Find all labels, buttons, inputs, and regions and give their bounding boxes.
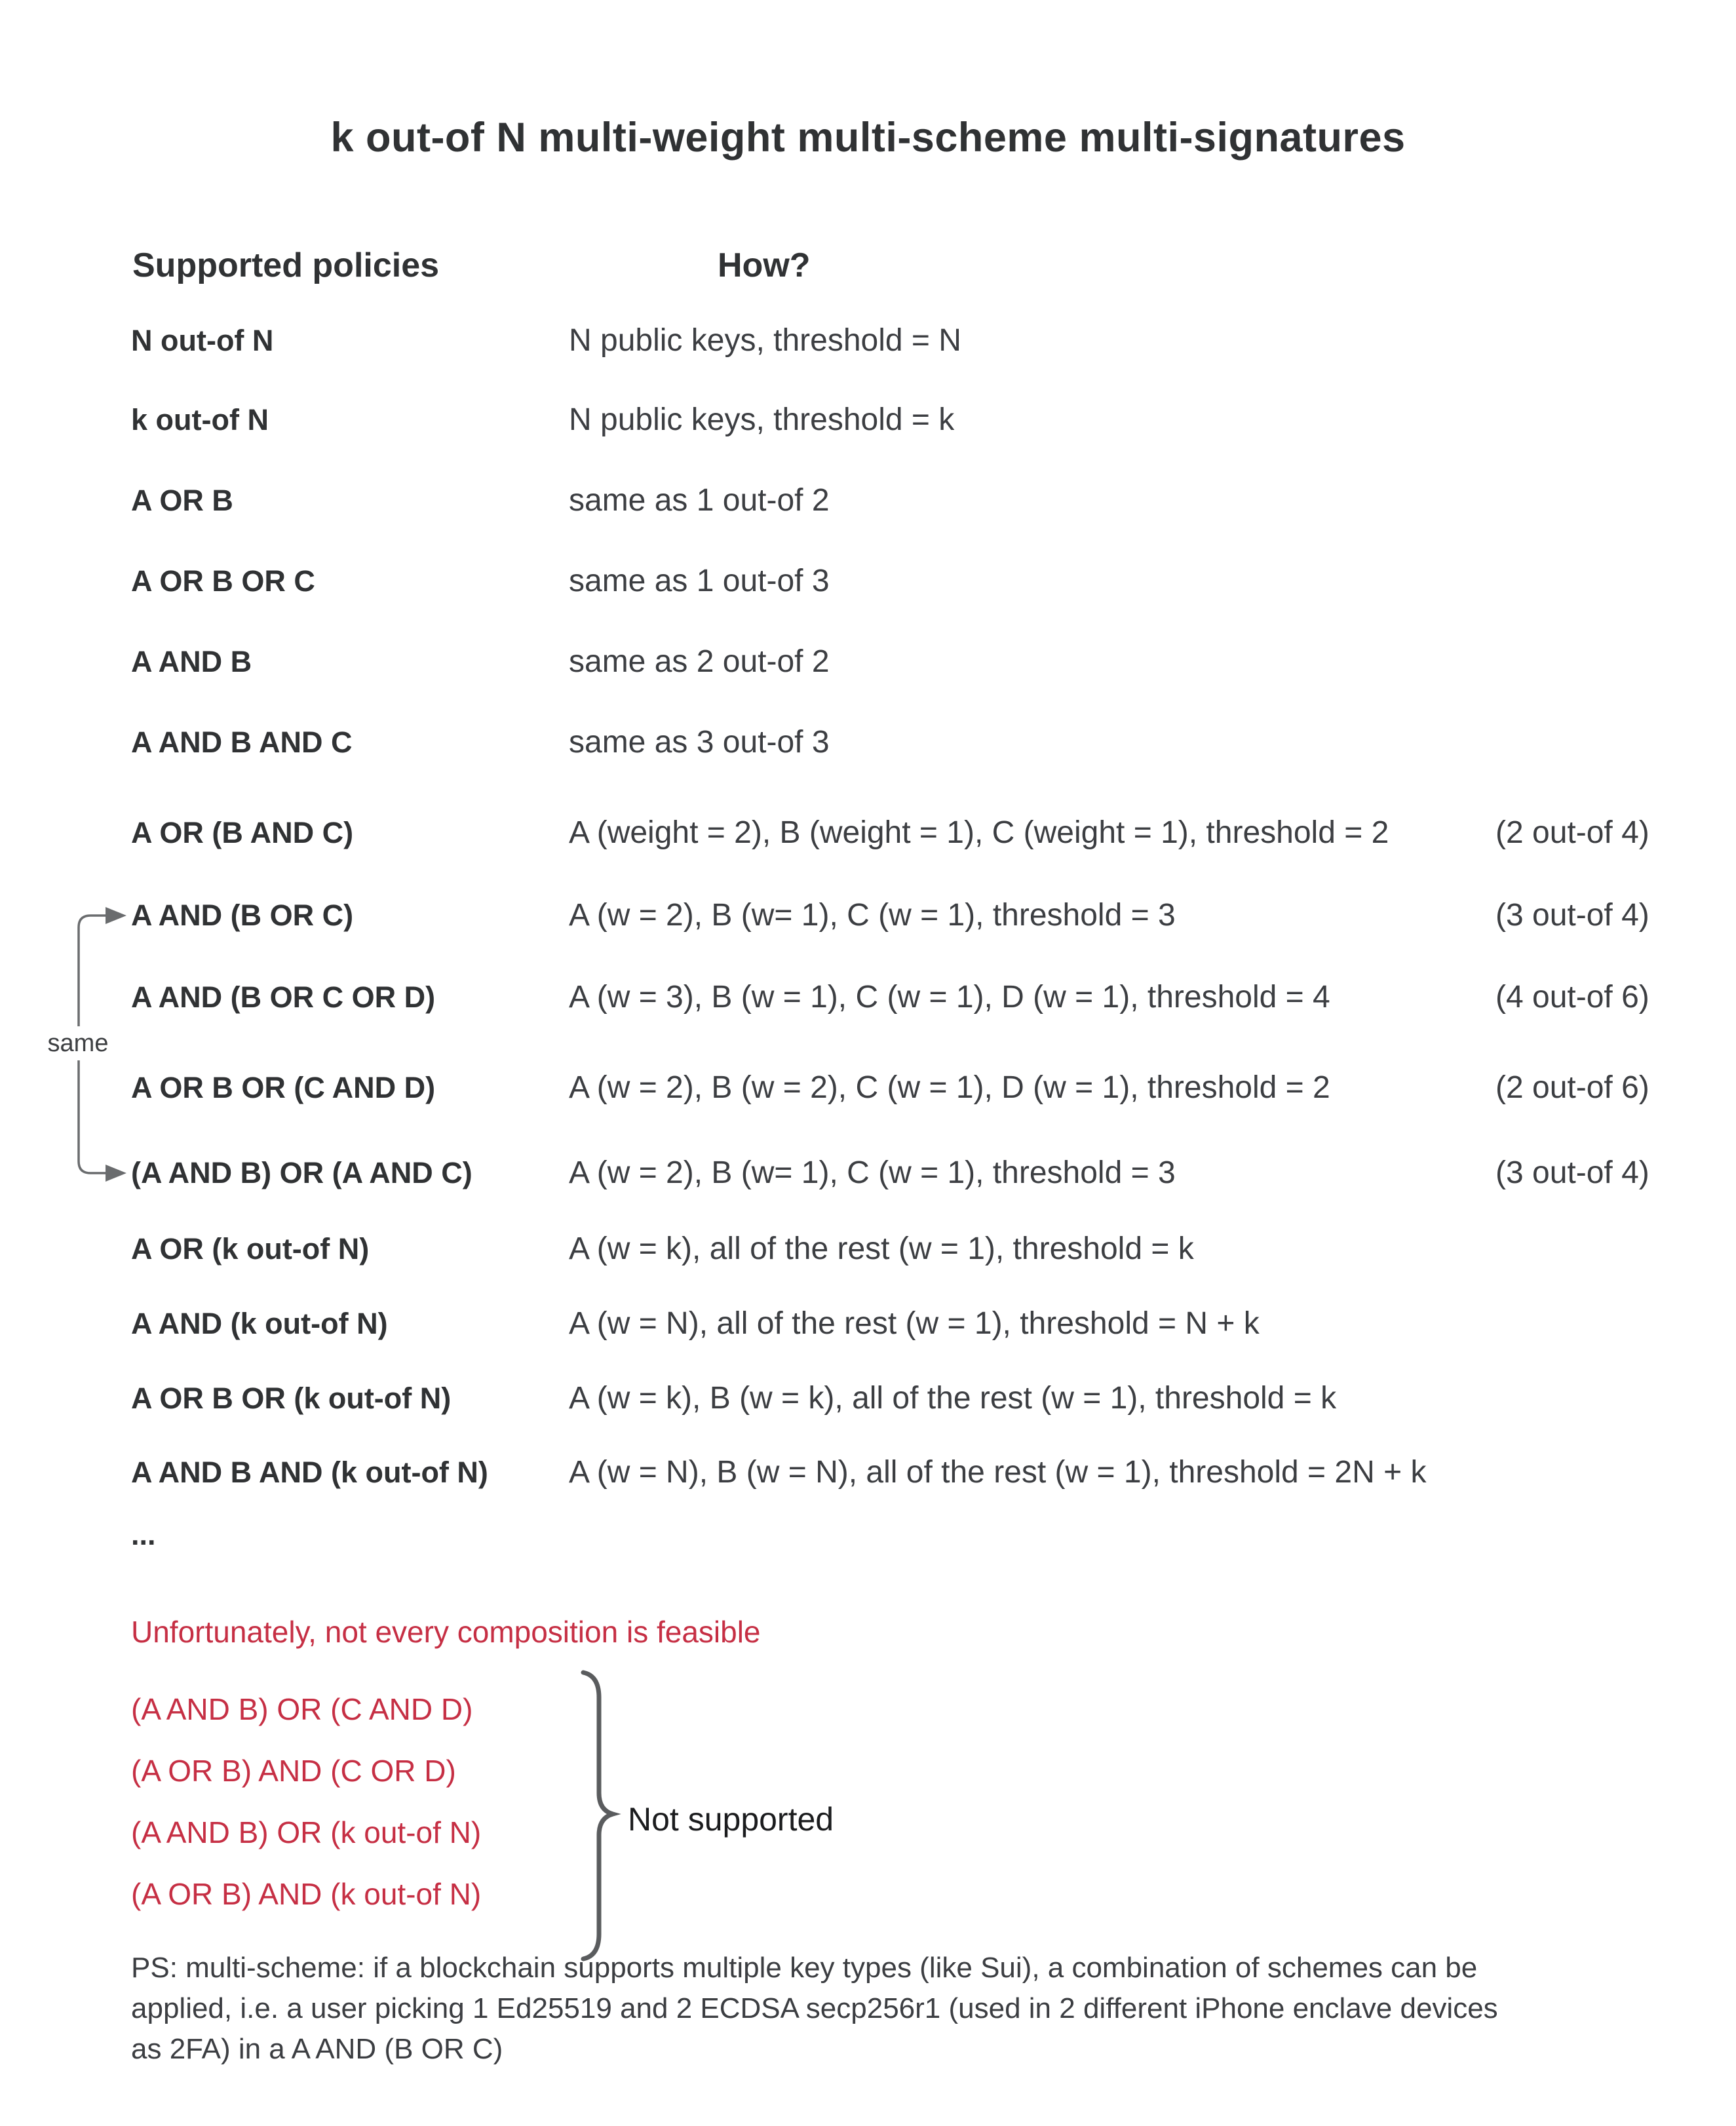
policy-cell: A AND B AND (k out-of N) [131, 1456, 488, 1489]
note-cell: (3 out-of 4) [1495, 1155, 1649, 1190]
policy-cell: A OR B OR C [131, 564, 315, 598]
how-cell: A (w = k), B (w = k), all of the rest (w = 1), threshold = k [569, 1381, 1337, 1416]
note-cell: (3 out-of 4) [1495, 898, 1649, 933]
how-cell: A (w = k), all of the rest (w = 1), threshold = k [569, 1231, 1194, 1266]
table-row [0, 1380, 1736, 1418]
ps-note-line: applied, i.e. a user picking 1 Ed25519 and 2 ECDSA secp256r1 (used in 2 different iPhone enclave devices [131, 1992, 1498, 2024]
policy-cell: A AND B [131, 645, 252, 678]
ps-note [131, 1948, 1498, 2070]
not-supported-label: Not supported [628, 1801, 834, 1838]
table-row [0, 1230, 1736, 1268]
policy-cell: A AND (B OR C OR D) [131, 980, 436, 1014]
how-cell: same as 3 out-of 3 [569, 725, 830, 760]
how-cell: A (weight = 2), B (weight = 1), C (weight = 1), threshold = 2 [569, 815, 1389, 850]
table-row [0, 724, 1736, 762]
table-row [0, 1069, 1736, 1107]
table-row [0, 1154, 1736, 1192]
not-feasible-item: (A AND B) OR (k out-of N) [131, 1815, 482, 1849]
note-cell: (2 out-of 6) [1495, 1070, 1649, 1105]
note-cell: (4 out-of 6) [1495, 980, 1649, 1015]
table-row-ellipsis [0, 1516, 1736, 1554]
same-label: same [45, 1026, 111, 1060]
policy-cell: k out-of N [131, 403, 269, 436]
ellipsis-text: ... [131, 1518, 156, 1551]
table-row [0, 1454, 1736, 1492]
table-row [0, 1305, 1736, 1343]
policy-cell: A OR B OR (k out-of N) [131, 1382, 452, 1415]
policy-cell: N out-of N [131, 324, 274, 357]
not-feasible-item: (A AND B) OR (C AND D) [131, 1692, 473, 1726]
column-header-how: How? [718, 246, 811, 284]
not-feasible-item: (A OR B) AND (C OR D) [131, 1754, 456, 1788]
policy-cell: (A AND B) OR (A AND C) [131, 1156, 473, 1189]
not-feasible-heading: Unfortunately, not every composition is feasible [131, 1615, 761, 1649]
policy-cell: A AND (B OR C) [131, 899, 354, 932]
ps-note-line: as 2FA) in a A AND (B OR C) [131, 2033, 503, 2065]
policy-cell: A OR B [131, 484, 233, 517]
how-cell: same as 1 out-of 3 [569, 564, 830, 598]
table-row [0, 643, 1736, 681]
table-row [0, 482, 1736, 520]
table-row [0, 978, 1736, 1016]
policy-cell: A AND (k out-of N) [131, 1307, 388, 1340]
table-row [0, 322, 1736, 360]
not-supported-brace-icon [575, 1670, 621, 1962]
how-cell: A (w = N), all of the rest (w = 1), threshold = N + k [569, 1306, 1260, 1341]
how-cell: same as 2 out-of 2 [569, 644, 830, 679]
how-cell: A (w = 3), B (w = 1), C (w = 1), D (w = 1), threshold = 4 [569, 980, 1330, 1015]
table-row [0, 814, 1736, 852]
table-row [0, 401, 1736, 439]
how-cell: N public keys, threshold = N [569, 323, 961, 358]
how-cell: A (w = N), B (w = N), all of the rest (w = 1), threshold = 2N + k [569, 1455, 1427, 1490]
page-title: k out-of N multi-weight multi-scheme multi-signatures [330, 115, 1406, 161]
policy-cell: A OR (k out-of N) [131, 1232, 370, 1266]
note-cell: (2 out-of 4) [1495, 815, 1649, 850]
table-row [0, 897, 1736, 935]
how-cell: A (w = 2), B (w = 2), C (w = 1), D (w = 1), threshold = 2 [569, 1070, 1330, 1105]
table-row [0, 562, 1736, 600]
policy-cell: A OR (B AND C) [131, 816, 354, 849]
ps-note-line: PS: multi-scheme: if a blockchain supports multiple key types (like Sui), a combination of schemes can be [131, 1952, 1478, 1984]
not-feasible-item: (A OR B) AND (k out-of N) [131, 1877, 482, 1911]
how-cell: A (w = 2), B (w= 1), C (w = 1), threshold = 3 [569, 898, 1176, 933]
column-header-supported-policies: Supported policies [132, 246, 440, 284]
policy-cell: A OR B OR (C AND D) [131, 1071, 436, 1104]
policy-cell: A AND B AND C [131, 725, 353, 759]
how-cell: N public keys, threshold = k [569, 402, 955, 437]
how-cell: same as 1 out-of 2 [569, 483, 830, 518]
how-cell: A (w = 2), B (w= 1), C (w = 1), threshold = 3 [569, 1155, 1176, 1190]
